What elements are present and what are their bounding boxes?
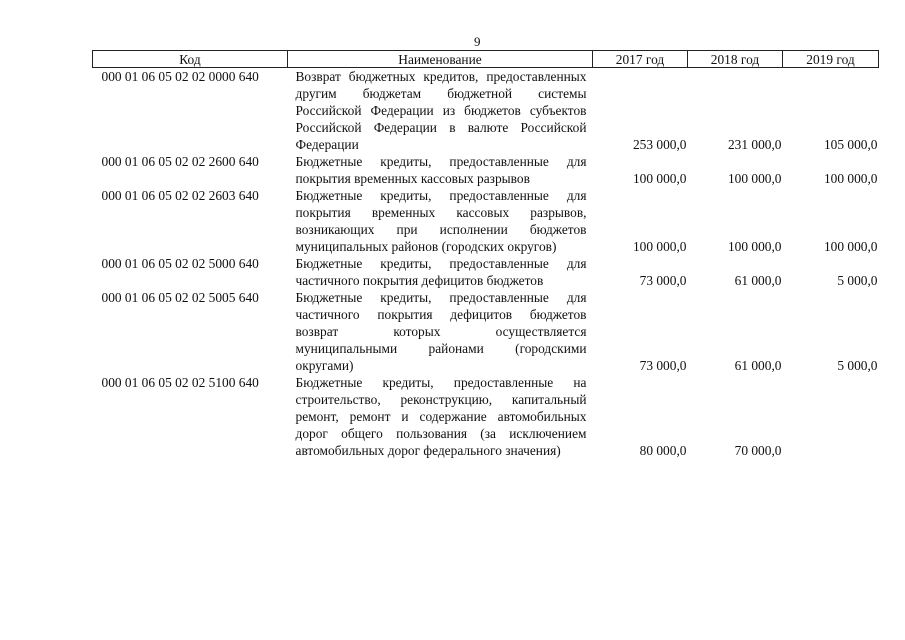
table-row [93,187,879,255]
row-value-2018: 70 000,0 [734,443,782,458]
row-value-2017: 73 000,0 [639,358,687,373]
row-code: 000 01 06 05 02 02 2603 640 [101,188,259,203]
table-row [93,153,879,187]
row-value-2017: 80 000,0 [639,443,687,458]
table-row [93,374,879,459]
row-value-2019: 100 000,0 [823,239,878,254]
row-value-2018: 231 000,0 [727,137,782,152]
row-code: 000 01 06 05 02 02 0000 640 [101,69,259,84]
row-name: Бюджетные кредиты, предоставленные для покрытия временных кассовых разрывов [295,154,587,186]
row-value-2017: 100 000,0 [632,239,687,254]
header-row [93,51,879,68]
row-name: Бюджетные кредиты, предоставленные для частичного покрытия дефицитов бюджетов возврат которых осуществляется муниципальными районами (городскими округами) [295,290,587,373]
row-value-2019: 105 000,0 [823,137,878,152]
row-name: Возврат бюджетных кредитов, предоставленных другим бюджетам бюджетной системы Российской Федерации из бюджетов субъектов Российской Федерации в валюте Российской Федерации [295,69,587,152]
row-value-2017: 73 000,0 [639,273,687,288]
header-2018: 2018 год [688,51,783,68]
budget-table [92,50,879,459]
row-name: Бюджетные кредиты, предоставленные для покрытия временных кассовых разрывов, возникающих при исполнении бюджетов муниципальных районов (городских округов) [295,188,587,254]
header-2017: 2017 год [593,51,688,68]
row-value-2019: 5 000,0 [837,358,878,373]
row-code: 000 01 06 05 02 02 5005 640 [101,290,259,305]
row-name: Бюджетные кредиты, предоставленные на строительство, реконструкцию, капитальный ремонт, ремонт и содержание автомобильных дорог общего пользования (за исключением автомобильных дорог федерального значения) [295,375,587,458]
row-value-2019: 5 000,0 [837,273,878,288]
row-value-2018: 100 000,0 [727,171,782,186]
row-value-2018: 61 000,0 [734,358,782,373]
row-value-2018: 100 000,0 [727,239,782,254]
row-code: 000 01 06 05 02 02 5100 640 [101,375,259,390]
row-value-2017: 100 000,0 [632,171,687,186]
page-number: 9 [474,34,481,49]
header-name: Наименование [288,51,593,68]
row-name: Бюджетные кредиты, предоставленные для частичного покрытия дефицитов бюджетов [295,256,587,288]
table-row [93,68,879,154]
row-value-2017: 253 000,0 [632,137,687,152]
table-row [93,289,879,374]
table-body [93,68,879,460]
row-code: 000 01 06 05 02 02 5000 640 [101,256,259,271]
row-value-2019 [783,374,879,459]
header-code: Код [93,51,288,68]
row-value-2019: 100 000,0 [823,171,878,186]
header-2019: 2019 год [783,51,879,68]
table-row [93,255,879,289]
table-header [93,51,879,68]
row-code: 000 01 06 05 02 02 2600 640 [101,154,259,169]
row-value-2018: 61 000,0 [734,273,782,288]
